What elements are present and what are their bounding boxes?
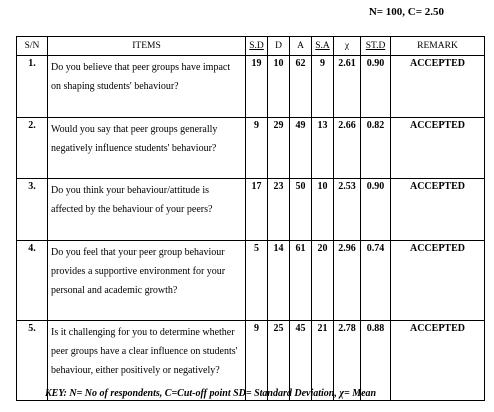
row-remark: ACCEPTED [391,118,485,179]
row-sn: 1. [17,56,48,118]
row-sa: 13 [312,118,334,179]
table-key: KEY: N= No of respondents, C=Cut-off point SD= Standard Deviation, χ= Mean [45,388,377,399]
row-a: 62 [290,56,312,118]
row-item: Would you say that peer groups generally negatively influence students' behaviour? [48,118,246,179]
row-item: Do you think your behaviour/attitude is affected by the behaviour of your peers? [48,179,246,241]
row-sd: 5 [246,241,268,321]
row-mean: 2.66 [334,118,361,179]
row-remark: ACCEPTED [391,241,485,321]
row-std: 0.74 [361,241,391,321]
sample-note: N= 100, C= 2.50 [368,6,444,18]
row-sd: 19 [246,56,268,118]
row-d: 23 [268,179,290,241]
table-row [17,118,485,179]
row-item: Is it challenging for you to determine whether peer groups have a clear influence on students' behaviour, either positively or negatively? [48,321,246,401]
header-sd: S.D [246,37,268,56]
row-sn: 4. [17,241,48,321]
header-a: A [290,37,312,56]
row-sn: 5. [17,321,48,401]
header-items: ITEMS [48,37,246,56]
row-sn: 2. [17,118,48,179]
row-std: 0.90 [361,179,391,241]
row-d: 29 [268,118,290,179]
row-a: 45 [290,321,312,401]
table-row [17,241,485,321]
header-mean: χ [334,37,361,56]
row-std: 0.82 [361,118,391,179]
row-std: 0.88 [361,321,391,401]
row-mean: 2.61 [334,56,361,118]
survey-table [16,36,485,401]
row-mean: 2.96 [334,241,361,321]
row-a: 50 [290,179,312,241]
row-remark: ACCEPTED [391,56,485,118]
header-sa: S.A [312,37,334,56]
row-sd: 9 [246,321,268,401]
row-sa: 21 [312,321,334,401]
row-sn: 3. [17,179,48,241]
row-d: 25 [268,321,290,401]
header-remark: REMARK [391,37,485,56]
row-remark: ACCEPTED [391,179,485,241]
row-sa: 10 [312,179,334,241]
row-mean: 2.78 [334,321,361,401]
row-sd: 9 [246,118,268,179]
header-d: D [268,37,290,56]
row-item: Do you believe that peer groups have impact on shaping students' behaviour? [48,56,246,118]
table-row [17,56,485,118]
row-d: 14 [268,241,290,321]
row-a: 49 [290,118,312,179]
row-a: 61 [290,241,312,321]
row-sa: 9 [312,56,334,118]
row-remark: ACCEPTED [391,321,485,401]
table-row [17,179,485,241]
row-d: 10 [268,56,290,118]
row-sa: 20 [312,241,334,321]
header-std: ST.D [361,37,391,56]
header-sn: S/N [17,37,48,56]
row-sd: 17 [246,179,268,241]
table-header-row [17,37,485,56]
row-std: 0.90 [361,56,391,118]
row-item: Do you feel that your peer group behaviour provides a supportive environment for your personal and academic growth? [48,241,246,321]
row-mean: 2.53 [334,179,361,241]
